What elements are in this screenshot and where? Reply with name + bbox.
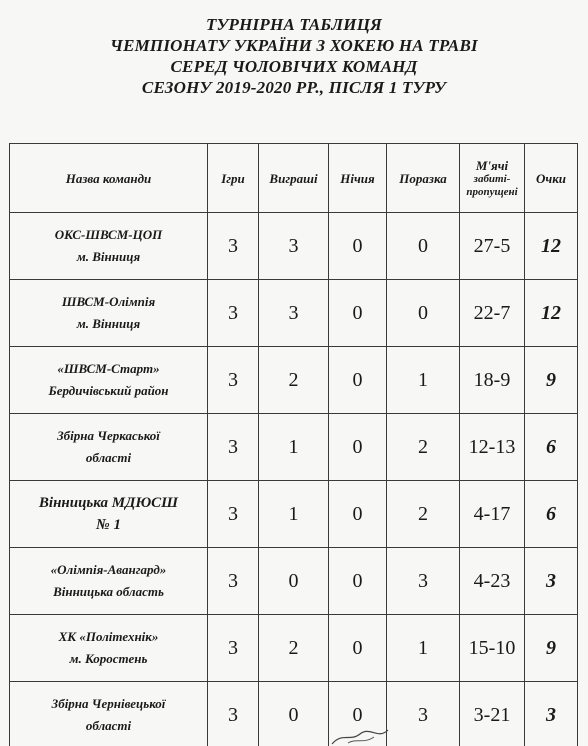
losses-cell: 3	[387, 548, 460, 615]
goals-cell: 12-13	[460, 414, 525, 481]
points-cell: 12	[525, 213, 578, 280]
team-location: області	[85, 718, 132, 733]
goals-cell: 15-10	[460, 615, 525, 682]
draws-cell: 0	[329, 615, 387, 682]
games-cell: 3	[208, 548, 259, 615]
draws-cell: 0	[329, 548, 387, 615]
table-row	[10, 615, 578, 682]
title-line-1: ТУРНІРНА ТАБЛИЦЯ	[205, 15, 383, 34]
games-cell: 3	[208, 414, 259, 481]
draws-cell: 0	[329, 213, 387, 280]
losses-cell: 1	[387, 347, 460, 414]
wins-cell: 1	[259, 481, 329, 548]
wins-cell: 2	[259, 347, 329, 414]
points-cell: 6	[525, 414, 578, 481]
header-games: Ігри	[208, 144, 259, 213]
games-cell: 3	[208, 280, 259, 347]
team-cell	[10, 615, 208, 682]
wins-cell: 1	[259, 414, 329, 481]
points-cell: 3	[525, 548, 578, 615]
team-cell	[10, 481, 208, 548]
points-cell: 12	[525, 280, 578, 347]
team-name: «Олімпія-Авангард»	[50, 562, 167, 577]
points-cell: 3	[525, 682, 578, 746]
team-name: ОКС-ШВСМ-ЦОП	[54, 227, 163, 242]
draws-cell: 0	[329, 481, 387, 548]
points-cell: 6	[525, 481, 578, 548]
goals-cell: 4-17	[460, 481, 525, 548]
team-location: Бердичівський район	[48, 383, 169, 398]
table-row	[10, 280, 578, 347]
team-name: «ШВСМ-Старт»	[57, 361, 160, 376]
games-cell: 3	[208, 213, 259, 280]
team-location: Вінницька область	[53, 584, 164, 599]
losses-cell: 2	[387, 481, 460, 548]
header-wins: Виграші	[259, 144, 329, 213]
wins-cell: 2	[259, 615, 329, 682]
draws-cell: 0	[329, 347, 387, 414]
team-cell	[10, 213, 208, 280]
team-cell	[10, 682, 208, 746]
header-draws: Нічия	[329, 144, 387, 213]
points-cell: 9	[525, 347, 578, 414]
table-row	[10, 481, 578, 548]
table-row	[10, 213, 578, 280]
title-line-2: ЧЕМПІОНАТУ УКРАЇНИ З ХОКЕЮ НА ТРАВІ	[110, 36, 478, 55]
table-row	[10, 414, 578, 481]
losses-cell: 2	[387, 414, 460, 481]
goals-cell: 18-9	[460, 347, 525, 414]
goals-cell: 3-21	[460, 682, 525, 746]
title-line-4: СЕЗОНУ 2019-2020 РР., ПІСЛЯ 1 ТУРУ	[141, 78, 447, 97]
team-cell	[10, 347, 208, 414]
team-location: м. Коростень	[69, 651, 148, 666]
header-goals	[460, 144, 525, 213]
header-losses: Поразка	[387, 144, 460, 213]
header-goals-sub2: пропущені	[466, 185, 518, 198]
table-row	[10, 682, 578, 746]
losses-cell: 1	[387, 615, 460, 682]
games-cell: 3	[208, 481, 259, 548]
team-location: м. Вінниця	[76, 249, 141, 264]
table-row	[10, 347, 578, 414]
games-cell: 3	[208, 682, 259, 746]
points-cell: 9	[525, 615, 578, 682]
goals-cell: 4-23	[460, 548, 525, 615]
team-name: Вінницька МДЮСШ	[38, 495, 179, 511]
team-name: ШВСМ-Олімпія	[61, 294, 156, 309]
signature-mark	[330, 728, 390, 746]
table-header-row	[10, 144, 578, 213]
title-line-3: СЕРЕД ЧОЛОВІЧИХ КОМАНД	[170, 57, 418, 76]
document-title	[0, 14, 588, 98]
team-cell	[10, 414, 208, 481]
team-cell	[10, 280, 208, 347]
team-name: ХК «Політехнік»	[58, 629, 159, 644]
draws-cell: 0	[329, 414, 387, 481]
losses-cell: 0	[387, 213, 460, 280]
losses-cell: 0	[387, 280, 460, 347]
games-cell: 3	[208, 615, 259, 682]
draws-cell: 0	[329, 280, 387, 347]
team-location: м. Вінниця	[76, 316, 141, 331]
goals-cell: 27-5	[460, 213, 525, 280]
header-goals-main: М'ячі	[475, 157, 509, 173]
team-cell	[10, 548, 208, 615]
header-points: Очки	[525, 144, 578, 213]
wins-cell: 3	[259, 213, 329, 280]
team-name: Збірна Чернівецької	[51, 696, 166, 711]
standings-table	[9, 143, 578, 746]
header-team: Назва команди	[10, 144, 208, 213]
team-name: Збірна Черкаської	[57, 428, 160, 443]
wins-cell: 3	[259, 280, 329, 347]
table-row	[10, 548, 578, 615]
wins-cell: 0	[259, 548, 329, 615]
header-goals-sub1: забиті-	[473, 172, 511, 185]
team-location: області	[85, 450, 132, 465]
wins-cell: 0	[259, 682, 329, 746]
games-cell: 3	[208, 347, 259, 414]
goals-cell: 22-7	[460, 280, 525, 347]
losses-cell: 3	[387, 682, 460, 746]
team-location: № 1	[96, 517, 121, 533]
draws-cell: 0	[329, 682, 387, 746]
